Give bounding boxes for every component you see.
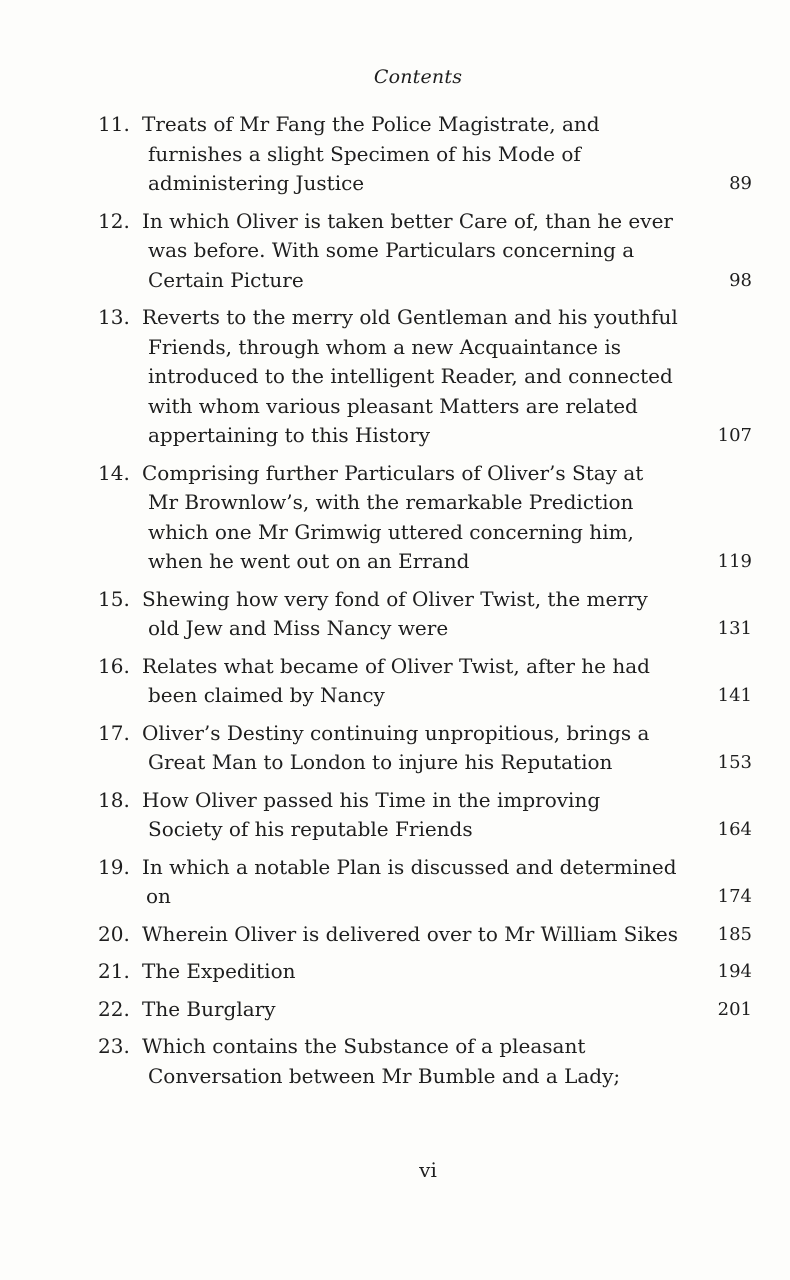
page-number: 201: [717, 998, 752, 1020]
chapter-title: [142, 652, 688, 711]
chapter-title-line: In which Oliver is taken better Care of, than he ever: [142, 208, 673, 233]
chapter-title-line: with whom various pleasant Matters are related: [148, 393, 638, 418]
chapter-title-line: was before. With some Particulars concerning a: [148, 238, 635, 262]
chapter-title-line: which one Mr Grimwig uttered concerning him,: [148, 519, 634, 544]
chapter-title: [142, 786, 688, 845]
chapter-title-line: Wherein Oliver is delivered over to Mr William Sikes: [142, 921, 678, 946]
page-number: 164: [717, 819, 752, 840]
chapter-title: [142, 1032, 688, 1091]
toc-entry: [98, 995, 758, 1025]
page-number: 89: [729, 173, 752, 194]
chapter-title-line: appertaining to this History: [148, 423, 431, 447]
table-of-contents: [98, 110, 758, 1099]
toc-entry: [98, 1032, 758, 1091]
chapter-title-line: been claimed by Nancy: [148, 683, 385, 707]
chapter-title-line: Treats of Mr Fang the Police Magistrate, and: [142, 112, 600, 136]
chapter-number: 23.: [98, 1034, 130, 1058]
toc-entry: [98, 110, 758, 199]
chapter-title-line: Shewing how very fond of Oliver Twist, the merry: [142, 586, 648, 611]
page-number: 185: [717, 923, 752, 945]
chapter-title: [142, 459, 688, 577]
page-number: 141: [717, 685, 752, 706]
page-number: 153: [717, 752, 752, 773]
chapter-title: [142, 585, 688, 644]
chapter-title: [142, 853, 688, 912]
toc-entry: [98, 303, 758, 451]
chapter-title: [142, 995, 688, 1025]
chapter-title-line: Society of his reputable Friends: [148, 817, 473, 841]
toc-entry: [98, 920, 758, 950]
chapter-number: 22.: [98, 996, 130, 1021]
toc-entry: [98, 652, 758, 711]
page-folio: vi: [419, 1158, 437, 1182]
chapter-title-line: furnishes a slight Specimen of his Mode of: [148, 141, 581, 166]
chapter-title-line: Mr Brownlow’s, with the remarkable Prediction: [148, 490, 634, 514]
chapter-title-line: Which contains the Substance of a pleasant: [142, 1034, 586, 1058]
chapter-title-line: Relates what became of Oliver Twist, after he had: [142, 653, 650, 678]
toc-entry: [98, 786, 758, 845]
chapter-title-line: Oliver’s Destiny continuing unpropitious, brings a: [142, 720, 650, 745]
chapter-title-line: Great Man to London to injure his Reputation: [148, 750, 613, 774]
toc-entry: [98, 207, 758, 296]
chapter-number: 15.: [98, 586, 130, 611]
page-number: 119: [717, 551, 752, 572]
chapter-number: 16.: [98, 653, 130, 678]
chapter-title-line: when he went out on an Errand: [148, 549, 470, 573]
chapter-number: 17.: [98, 720, 130, 745]
chapter-number: 12.: [98, 208, 130, 233]
chapter-number: 14.: [98, 460, 130, 485]
page-number: 194: [717, 961, 752, 982]
toc-entry: [98, 957, 758, 987]
chapter-title-line: introduced to the intelligent Reader, and connected: [148, 364, 673, 388]
chapter-number: 11.: [98, 112, 130, 136]
chapter-number: 19.: [98, 854, 130, 879]
chapter-title: [142, 957, 688, 987]
chapter-number: 20.: [98, 921, 130, 946]
chapter-title-line: The Burglary: [142, 996, 276, 1021]
page-number: 107: [717, 425, 752, 446]
chapter-title: [142, 303, 688, 451]
chapter-title: [142, 719, 688, 778]
chapter-title-line: Friends, through whom a new Acquaintance is: [148, 334, 622, 359]
running-header: Contents: [373, 66, 463, 88]
chapter-title-line: Reverts to the merry old Gentleman and his youthful: [142, 305, 678, 329]
page-number: 131: [717, 618, 752, 639]
page-number: 98: [729, 269, 752, 291]
chapter-title-line: administering Justice: [148, 171, 365, 195]
toc-entry: [98, 585, 758, 644]
toc-entry: [98, 719, 758, 778]
page-number: 174: [717, 886, 752, 907]
chapter-title-line: Conversation between Mr Bumble and a Lady;: [148, 1063, 621, 1088]
chapter-title: [142, 207, 688, 296]
chapter-title-line: In which a notable Plan is discussed and determined on: [142, 854, 677, 908]
toc-entry: [98, 459, 758, 577]
chapter-title-line: Certain Picture: [148, 267, 304, 292]
chapter-number: 13.: [98, 305, 130, 329]
chapter-title-line: How Oliver passed his Time in the improving: [142, 787, 601, 812]
chapter-title: [142, 920, 688, 950]
chapter-title-line: old Jew and Miss Nancy were: [148, 616, 449, 640]
chapter-number: 21.: [98, 959, 130, 983]
chapter-title-line: Comprising further Particulars of Oliver’s Stay at: [142, 460, 644, 485]
chapter-title-line: The Expedition: [142, 959, 296, 983]
chapter-title: [142, 110, 688, 199]
toc-entry: [98, 853, 758, 912]
chapter-number: 18.: [98, 787, 130, 812]
